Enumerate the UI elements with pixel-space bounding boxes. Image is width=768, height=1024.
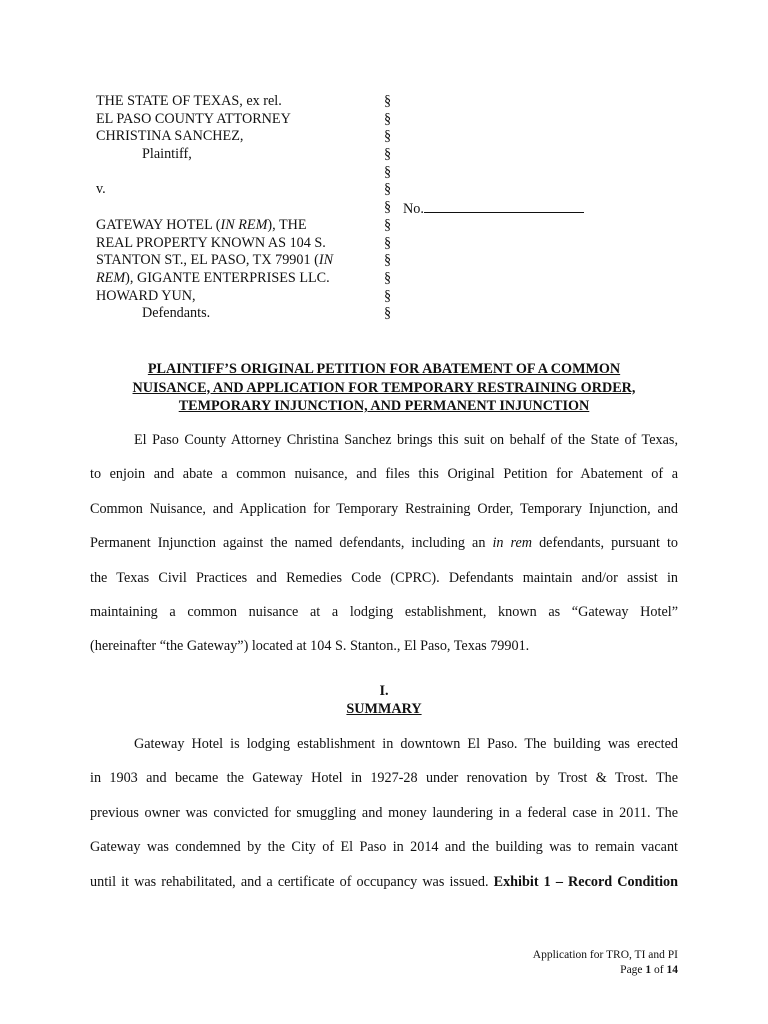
line-text: defendants, pursuant to [532,535,678,552]
defendants-label: Defendants. [142,305,211,322]
plaintiff-label: Plaintiff, [142,146,192,163]
paragraph-line: maintaining a common nuisance at a lodging establishment, known as “Gateway Hotel” [90,603,678,620]
caption-line: HOWARD YUN, [96,287,196,304]
paragraph-line: previous owner was convicted for smuggling and money laundering in a federal case in 2011. The [90,804,678,821]
section-symbol: § [384,216,392,233]
paragraph-line [90,526,678,560]
page-label: Page [620,964,646,976]
caption-line: REAL PROPERTY KNOWN AS 104 S. [96,234,326,251]
caption-blank [96,199,366,217]
paragraph-line [90,865,678,899]
caption-text: ), THE [267,216,307,233]
page-current: 1 [645,964,652,976]
line-text: Permanent Injunction against the named defendants, including an [90,535,493,552]
section-heading [96,682,672,718]
caption-italic: REM [96,269,126,286]
case-number-label: No. [403,201,424,217]
paragraph-line: Common Nuisance, and Application for Temporary Restraining Order, Temporary Injunction, and [90,500,678,517]
section-symbol: § [384,287,392,304]
caption-line: EL PASO COUNTY ATTORNEY [96,110,291,127]
line-italic: in rem [492,535,533,552]
case-number-blank [424,199,584,213]
versus-label: v. [96,181,106,198]
line-text: until it was rehabilitated, and a certificate of occupancy was issued. [90,873,494,890]
section-number: I. [379,683,389,699]
section-symbol: § [384,163,392,180]
paragraph-line: in 1903 and became the Gateway Hotel in 1927-28 under renovation by Trost & Trost. The [90,770,678,787]
paragraph-line: Gateway was condemned by the City of El Paso in 2014 and the building was to remain vacant [90,839,678,856]
footer-document-name: Application for TRO, TI and PI [532,949,678,961]
section-symbol: § [384,110,392,127]
section-symbol: § [384,128,392,145]
section-symbol: § [384,146,392,163]
paragraph-line: El Paso County Attorney Christina Sanchez brings this suit on behalf of the State of Texas, [134,432,678,448]
page-of: of [651,964,667,976]
page-footer [533,948,678,978]
title-line: PLAINTIFF’S ORIGINAL PETITION FOR ABATEMENT OF A COMMON [147,361,621,377]
section-symbol: § [384,305,392,322]
caption-text: GATEWAY HOTEL ( [96,216,221,233]
caption-line [96,252,366,270]
caption-line [96,217,366,235]
caption-line [96,270,366,288]
page-number [533,963,678,978]
caption-italic: IN [318,252,334,269]
case-number [403,199,584,219]
section-symbol: § [384,269,392,286]
exhibit-reference: Exhibit 1 – Record Condition [493,873,678,890]
section-symbol: § [384,252,392,269]
intro-paragraph [90,423,678,664]
caption-parties [96,93,366,323]
section-symbol: § [384,234,392,251]
caption-italic: IN REM [220,216,268,233]
caption-line: CHRISTINA SANCHEZ, [96,128,244,145]
caption-text: STANTON ST., EL PASO, TX 79901 ( [96,252,319,269]
section-symbol-column [384,93,398,323]
caption-text: ), GIGANTE ENTERPRISES LLC. [125,269,330,286]
section-symbol: § [384,181,392,198]
section-symbol: § [384,93,392,109]
page-total: 14 [666,964,678,976]
caption-line: THE STATE OF TEXAS, ex rel. [96,93,282,109]
paragraph-line: (hereinafter “the Gateway”) located at 104 S. Stanton., El Paso, Texas 79901. [90,638,530,655]
paragraph-line: to enjoin and abate a common nuisance, and files this Original Petition for Abatement of a [90,466,678,483]
paragraph-line: the Texas Civil Practices and Remedies Code (CPRC). Defendants maintain and/or assist in [90,569,678,586]
title-line: TEMPORARY INJUNCTION, AND PERMANENT INJUNCTION [178,398,590,414]
caption-blank [96,164,366,182]
title-line: NUISANCE, AND APPLICATION FOR TEMPORARY RESTRAINING ORDER, [132,379,636,396]
summary-paragraph [90,727,678,899]
section-title: SUMMARY [346,701,422,717]
petition-title [96,360,672,416]
section-symbol: § [384,199,392,216]
paragraph-line: Gateway Hotel is lodging establishment in downtown El Paso. The building was erected [134,736,678,752]
